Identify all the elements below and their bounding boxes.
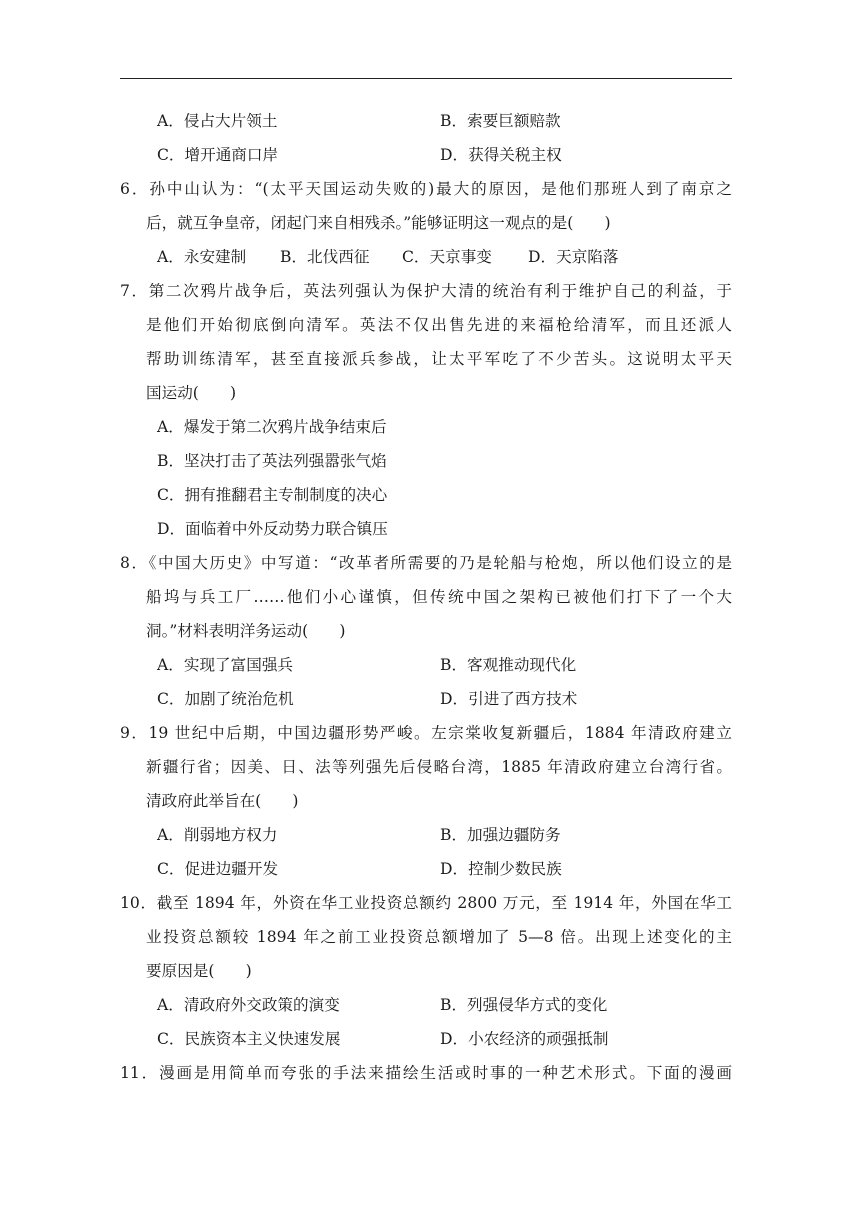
q9-stem-line-3: 清政府此举旨在( ) — [146, 792, 299, 810]
q8-option-d[interactable]: D．引进了西方技术 — [440, 690, 578, 708]
q6-option-c[interactable]: C．天京事变 — [402, 248, 492, 266]
q7-stem-line-2: 是他们开始彻底倒向清军。英法不仅出售先进的来福枪给清军，而且还派人 — [146, 316, 732, 334]
q6-stem-line-1: 6．孙中山认为：“(太平天国运动失败的)最大的原因，是他们那班人到了南京之 — [120, 180, 732, 198]
q5-option-a[interactable]: A．侵占大片领土 — [157, 112, 278, 130]
q6-option-a[interactable]: A．永安建制 — [157, 248, 247, 266]
q5-options-row-1 — [120, 104, 732, 138]
q8-option-c[interactable]: C．加剧了统治危机 — [157, 690, 294, 708]
q5-option-c[interactable]: C．增开通商口岸 — [157, 146, 279, 164]
q10-stem-line-1: 10．截至 1894 年，外资在华工业投资总额约 2800 万元，至 1914 年，外国在华工 — [120, 894, 732, 912]
q7-option-d[interactable]: D．面临着中外反动势力联合镇压 — [157, 520, 388, 538]
q9-stem-line-2: 新疆行省；因美、日、法等列强先后侵略台湾，1885 年清政府建立台湾行省。 — [146, 758, 732, 776]
q7-option-b[interactable]: B．坚决打击了英法列强嚣张气焰 — [157, 452, 387, 470]
q9-option-b[interactable]: B．加强边疆防务 — [440, 826, 561, 844]
q7-option-c[interactable]: C．拥有推翻君主专制制度的决心 — [157, 486, 388, 504]
q6-option-b[interactable]: B．北伐西征 — [280, 248, 370, 266]
q9-options-row-1 — [120, 818, 732, 852]
q8-option-b[interactable]: B．客观推动现代化 — [440, 656, 577, 674]
q10-option-a[interactable]: A．清政府外交政策的演变 — [157, 996, 340, 1014]
q9-stem-line-1: 9．19 世纪中后期，中国边疆形势严峻。左宗棠收复新疆后，1884 年清政府建立 — [120, 724, 732, 742]
q10-option-c[interactable]: C．民族资本主义快速发展 — [157, 1030, 341, 1048]
q10-options-row-2 — [120, 1022, 732, 1056]
q8-options-row-2 — [120, 682, 732, 716]
q5-options-row-2 — [120, 138, 732, 172]
q5-option-d[interactable]: D．获得关税主权 — [440, 146, 562, 164]
q6-stem-line-2: 后，就互争皇帝，闭起门来自相残杀。”能够证明这一观点的是( ) — [146, 214, 611, 232]
q6-options-row — [120, 240, 732, 274]
q8-option-a[interactable]: A．实现了富国强兵 — [157, 656, 294, 674]
q9-option-a[interactable]: A．削弱地方权力 — [157, 826, 278, 844]
exam-content — [120, 104, 732, 1090]
header-rule — [120, 78, 732, 79]
q10-option-d[interactable]: D．小农经济的顽强抵制 — [440, 1030, 609, 1048]
q5-option-b[interactable]: B．索要巨额赔款 — [440, 112, 561, 130]
q8-stem-line-3: 洞。”材料表明洋务运动( ) — [146, 622, 346, 640]
q8-options-row-1 — [120, 648, 732, 682]
q7-stem-line-4: 国运动( ) — [146, 384, 237, 402]
q9-option-c[interactable]: C．促进边疆开发 — [157, 860, 279, 878]
q10-stem-line-2: 业投资总额较 1894 年之前工业投资总额增加了 5—8 倍。出现上述变化的主 — [146, 928, 732, 946]
q8-stem-line-1: 8．《中国大历史》中写道：“改革者所需要的乃是轮船与枪炮，所以他们设立的是 — [120, 554, 732, 572]
q6-option-d[interactable]: D．天京陷落 — [528, 248, 619, 266]
q9-option-d[interactable]: D．控制少数民族 — [440, 860, 562, 878]
q8-stem-line-2: 船坞与兵工厂……他们小心谨慎，但传统中国之架构已被他们打下了一个大 — [146, 588, 732, 606]
q7-option-a[interactable]: A．爆发于第二次鸦片战争结束后 — [157, 418, 387, 436]
q10-stem-line-3: 要原因是( ) — [146, 962, 252, 980]
q7-stem-line-1: 7．第二次鸦片战争后，英法列强认为保护大清的统治有利于维护自己的利益，于 — [120, 282, 732, 300]
q10-options-row-1 — [120, 988, 732, 1022]
q9-options-row-2 — [120, 852, 732, 886]
q10-option-b[interactable]: B．列强侵华方式的变化 — [440, 996, 608, 1014]
q11-stem-line-1: 11．漫画是用简单而夸张的手法来描绘生活或时事的一种艺术形式。下面的漫画 — [120, 1064, 732, 1082]
q7-stem-line-3: 帮助训练清军，甚至直接派兵参战，让太平军吃了不少苦头。这说明太平天 — [146, 350, 732, 368]
